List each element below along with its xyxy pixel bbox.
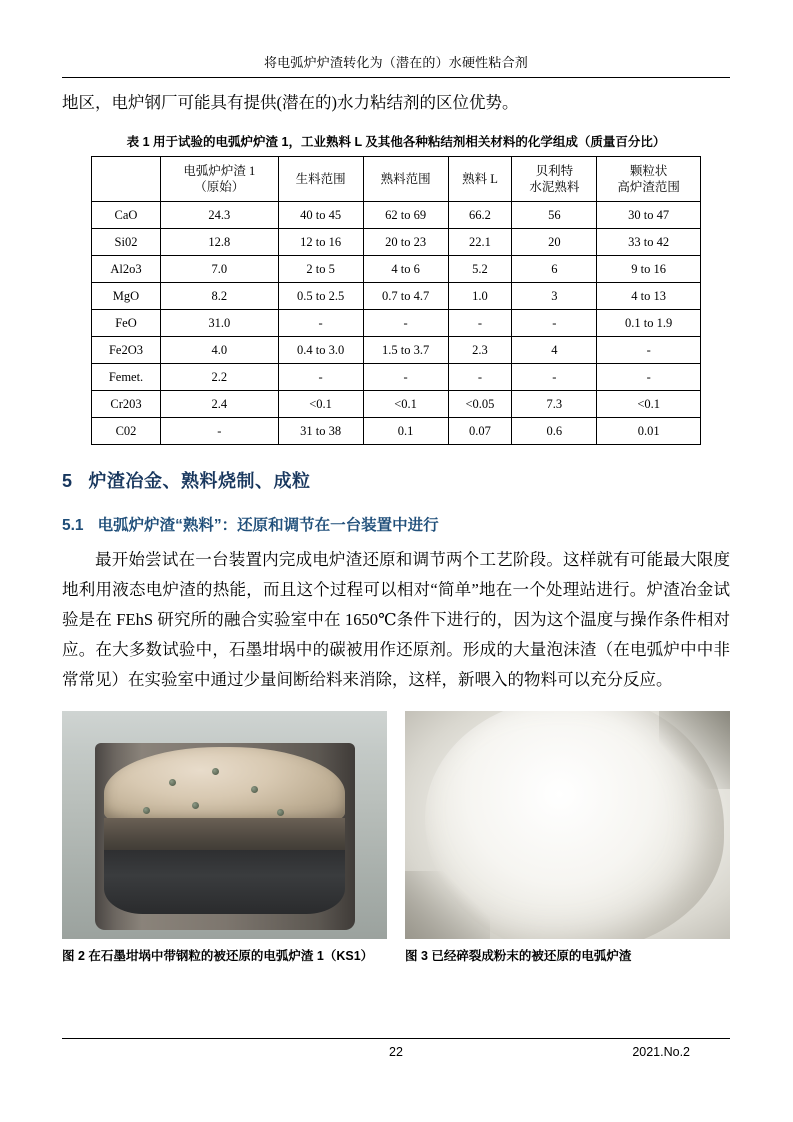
cell: - bbox=[448, 364, 512, 391]
cell: - bbox=[448, 310, 512, 337]
header-divider bbox=[62, 77, 730, 78]
cell: 2.4 bbox=[161, 391, 279, 418]
table-row bbox=[92, 391, 701, 418]
th-line-1: 电弧炉炉渣 1 bbox=[183, 164, 256, 178]
figure-2-caption: 图 2 在石墨坩埚中带钢粒的被还原的电弧炉渣 1（KS1） bbox=[62, 949, 374, 963]
cell: 4 to 13 bbox=[597, 283, 701, 310]
slag-bottom-layer bbox=[104, 850, 345, 914]
cell: <0.1 bbox=[278, 391, 363, 418]
page-footer bbox=[62, 1030, 730, 1065]
th-line-2: 高炉渣范围 bbox=[617, 180, 680, 194]
cell: <0.1 bbox=[363, 391, 448, 418]
section-number: 5 bbox=[62, 471, 73, 491]
row-label: CaO bbox=[92, 202, 161, 229]
paragraph-intro: 地区，电炉钢厂可能具有提供(潜在的)水力粘结剂的区位优势。 bbox=[62, 93, 519, 112]
cell: 4 to 6 bbox=[363, 256, 448, 283]
steel-granule bbox=[251, 786, 258, 793]
issue-label: 2021.No.2 bbox=[632, 1045, 690, 1059]
cell: 0.4 to 3.0 bbox=[278, 337, 363, 364]
th-line-2: （原始） bbox=[194, 180, 245, 194]
cell: 56 bbox=[512, 202, 597, 229]
cell: 40 to 45 bbox=[278, 202, 363, 229]
steel-granule bbox=[212, 768, 219, 775]
cell: 2.2 bbox=[161, 364, 279, 391]
section-title: 炉渣冶金、熟料烧制、成粒 bbox=[88, 471, 311, 491]
th-blank bbox=[92, 157, 161, 202]
table-row bbox=[92, 364, 701, 391]
figure-2 bbox=[62, 711, 387, 965]
cell: 0.1 to 1.9 bbox=[597, 310, 701, 337]
cell: - bbox=[161, 418, 279, 445]
cell: 3 bbox=[512, 283, 597, 310]
running-header: 将电弧炉炉渣转化为（潜在的）水硬性粘合剂 bbox=[263, 55, 528, 70]
paragraph-5-1: 最开始尝试在一台装置内完成电炉渣还原和调节两个工艺阶段。这样就有可能最大限度地利用液态电炉渣的热能，而且这个过程可以相对“简单”地在一个处理站进行。炉渣冶金试验是在 FEhS 研究所的融合实验室中在 1650℃条件下进行的，因为这个温度与操作条件相对应。在大多数试验中，石墨坩埚中的碳被用作还原剂。形成的大量泡沫渣（在电弧炉中中非常常见）在实验室中通过少量间断给料来消除，这样，新喂入的物料可以充分反应。 bbox=[62, 550, 730, 689]
table-header bbox=[92, 157, 701, 202]
table-caption: 表 1 用于试验的电弧炉炉渣 1，工业熟料 L 及其他各种粘结剂相关材料的化学组成（质量百分比） bbox=[126, 135, 666, 149]
th-raw-meal-range: 生料范围 bbox=[278, 157, 363, 202]
cell: - bbox=[597, 337, 701, 364]
cell: - bbox=[512, 310, 597, 337]
cell: 2.3 bbox=[448, 337, 512, 364]
steel-granule bbox=[143, 807, 150, 814]
cell: 8.2 bbox=[161, 283, 279, 310]
subsection-heading-5-1 bbox=[62, 513, 730, 535]
cell: 9 to 16 bbox=[597, 256, 701, 283]
table-row bbox=[92, 202, 701, 229]
cell: 22.1 bbox=[448, 229, 512, 256]
cell: 24.3 bbox=[161, 202, 279, 229]
powdered-slag-photo bbox=[405, 711, 730, 939]
table-row bbox=[92, 418, 701, 445]
row-label: C02 bbox=[92, 418, 161, 445]
cell: 7.0 bbox=[161, 256, 279, 283]
cell: 33 to 42 bbox=[597, 229, 701, 256]
cell: 12 to 16 bbox=[278, 229, 363, 256]
th-granulated-bf-slag-range bbox=[597, 157, 701, 202]
th-line-1: 贝利特 bbox=[535, 164, 574, 178]
shadow-bottom-left bbox=[405, 871, 490, 939]
cell: - bbox=[512, 364, 597, 391]
table-row bbox=[92, 229, 701, 256]
shadow-top-right bbox=[659, 711, 731, 789]
cell: 31.0 bbox=[161, 310, 279, 337]
cell: 30 to 47 bbox=[597, 202, 701, 229]
section-heading-5 bbox=[62, 467, 730, 493]
cell: 0.6 bbox=[512, 418, 597, 445]
reduced-eaf-slag-photo bbox=[62, 711, 387, 939]
table-body bbox=[92, 202, 701, 445]
th-clinker-l: 熟料 L bbox=[448, 157, 512, 202]
page-number: 22 bbox=[389, 1045, 403, 1059]
cell: - bbox=[363, 310, 448, 337]
cell: 4.0 bbox=[161, 337, 279, 364]
cell: 4 bbox=[512, 337, 597, 364]
row-label: Si02 bbox=[92, 229, 161, 256]
cell: 1.5 to 3.7 bbox=[363, 337, 448, 364]
steel-granule bbox=[277, 809, 284, 816]
cell: 5.2 bbox=[448, 256, 512, 283]
figure-3 bbox=[405, 711, 730, 965]
cell: 62 to 69 bbox=[363, 202, 448, 229]
cell: 0.1 bbox=[363, 418, 448, 445]
cell: 1.0 bbox=[448, 283, 512, 310]
slag-top-layer bbox=[104, 747, 345, 825]
cell: - bbox=[597, 364, 701, 391]
cell: 0.01 bbox=[597, 418, 701, 445]
row-label: Cr203 bbox=[92, 391, 161, 418]
table-header-row bbox=[92, 157, 701, 202]
th-line-2: 水泥熟料 bbox=[529, 180, 580, 194]
th-eaf-slag-1 bbox=[161, 157, 279, 202]
th-clinker-range: 熟料范围 bbox=[363, 157, 448, 202]
cell: 12.8 bbox=[161, 229, 279, 256]
table-row bbox=[92, 283, 701, 310]
cell: - bbox=[278, 364, 363, 391]
footer-divider bbox=[62, 1038, 730, 1039]
subsection-number: 5.1 bbox=[62, 517, 84, 534]
cell: 66.2 bbox=[448, 202, 512, 229]
th-line-1: 颗粒状 bbox=[629, 164, 668, 178]
cell: 20 to 23 bbox=[363, 229, 448, 256]
cell: <0.1 bbox=[597, 391, 701, 418]
subsection-title: 电弧炉炉渣“熟料”：还原和调节在一台装置中进行 bbox=[97, 517, 439, 534]
cell: - bbox=[278, 310, 363, 337]
row-label: Femet. bbox=[92, 364, 161, 391]
cell: 0.5 to 2.5 bbox=[278, 283, 363, 310]
cell: 0.7 to 4.7 bbox=[363, 283, 448, 310]
cell: <0.05 bbox=[448, 391, 512, 418]
cell: 7.3 bbox=[512, 391, 597, 418]
figure-3-caption: 图 3 已经碎裂成粉末的被还原的电弧炉渣 bbox=[405, 949, 632, 963]
cell: 20 bbox=[512, 229, 597, 256]
page-content bbox=[62, 52, 730, 965]
cell: 0.07 bbox=[448, 418, 512, 445]
cell: 31 to 38 bbox=[278, 418, 363, 445]
table-row bbox=[92, 337, 701, 364]
th-belite-cement-clinker bbox=[512, 157, 597, 202]
chemical-composition-table bbox=[91, 156, 701, 445]
table-row bbox=[92, 310, 701, 337]
row-label: MgO bbox=[92, 283, 161, 310]
figure-group bbox=[62, 711, 730, 965]
cell: 6 bbox=[512, 256, 597, 283]
row-label: Fe2O3 bbox=[92, 337, 161, 364]
row-label: Al2o3 bbox=[92, 256, 161, 283]
footer-row bbox=[62, 1045, 730, 1065]
cell: 2 to 5 bbox=[278, 256, 363, 283]
table-row bbox=[92, 256, 701, 283]
row-label: FeO bbox=[92, 310, 161, 337]
cell: - bbox=[363, 364, 448, 391]
